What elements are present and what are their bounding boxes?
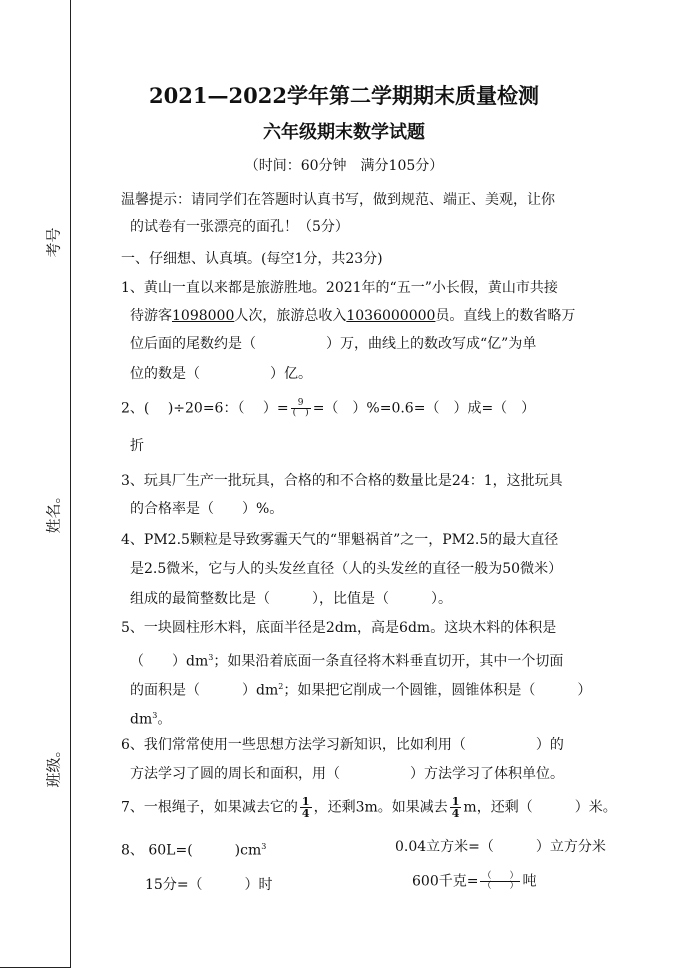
q1-line-1: 1、黄山一直以来都是旅游胜地。2021年的“五一”小长假，黄山市共接 — [121, 280, 558, 296]
q2-line-2: 折 — [130, 438, 144, 454]
q8-fraction — [480, 872, 520, 891]
binding-margin-line — [70, 0, 71, 968]
q1-text: 人次，旅游总收入 — [234, 308, 347, 324]
q8-text: 吨 — [522, 873, 537, 890]
exam-info: （时间：60分钟 满分105分） — [244, 158, 444, 174]
class-label: 班级。 — [44, 742, 63, 788]
q7-denominator: 4 — [451, 807, 460, 820]
q1-line-4: 位的数是（ ）亿。 — [130, 366, 312, 382]
q7-fraction-2 — [450, 796, 462, 819]
q1-line-3: 位后面的尾数约是（ ）万，曲线上的数改写成“亿”为单 — [130, 336, 537, 352]
q3-line-2: 的合格率是（ ）%。 — [130, 501, 284, 517]
section-1-heading: 一、仔细想、认真填。(每空1分，共23分) — [121, 251, 383, 267]
q2-numerator: 9 — [291, 399, 311, 409]
q2-line-1 — [121, 399, 535, 418]
q1-text: 员。直线上的数省略万 — [435, 308, 576, 324]
q5-line-3 — [130, 678, 591, 700]
tip-line-2: 的试卷有一张漂亮的面孔！（5分） — [130, 219, 349, 235]
q6-line-2: 方法学习了圆的周长和面积，用（ ）方法学习了体积单位。 — [130, 766, 564, 782]
exam-subtitle: 六年级期末数学试题 — [263, 122, 425, 143]
q7-text: 7、一根绳子，如果减去它的 — [121, 799, 298, 816]
q2-text: =（ ）%=0.6=（ ）成=（ ） — [312, 400, 536, 417]
q2-text: 2、( )÷20=6：（ ）= — [121, 400, 289, 417]
q5-text: （ ）dm — [130, 653, 209, 670]
q8-item-4 — [412, 872, 536, 891]
q5-line-2 — [130, 649, 563, 671]
q5-text: 。 — [157, 711, 172, 728]
binding-margin-bottom-line — [0, 967, 71, 968]
q5-exponent: 3 — [152, 711, 158, 720]
q5-line-4 — [130, 707, 171, 729]
q8-numerator: （ ） — [482, 871, 519, 881]
q1-visitors-number: 1098000 — [172, 308, 235, 324]
exam-number-label: 考号 — [44, 227, 63, 258]
q8-text: 600千克= — [412, 873, 479, 890]
q4-line-2: 是2.5微米，它与人的头发丝直径（人的头发丝的直径一般为50微米） — [130, 561, 563, 577]
q7-fraction-1 — [300, 796, 312, 819]
q4-line-3: 组成的最简整数比是（ ），比值是（ ）。 — [130, 591, 452, 607]
q2-fraction — [291, 399, 311, 418]
q8-exponent: 3 — [261, 842, 267, 851]
q4-line-1: 4、PM2.5颗粒是导致雾霾天气的“罪魁祸首”之一，PM2.5的最大直径 — [121, 532, 559, 548]
q7-denominator: 4 — [301, 807, 310, 820]
exam-title: 2021—2022学年第二学期期末质量检测 — [149, 83, 539, 108]
q5-text: dm — [130, 711, 153, 728]
q3-line-1: 3、玩具厂生产一批玩具，合格的和不合格的数量比是24：1，这批玩具 — [121, 473, 563, 489]
q1-line-2 — [130, 307, 575, 325]
q1-text: 待游客 — [130, 308, 172, 324]
q7-line-1 — [121, 796, 617, 819]
q5-text: ；如果把它削成一个圆锥，圆锥体积是（ ） — [283, 682, 592, 699]
q5-line-1: 5、一块圆柱形木料，底面半径是2dm，高是6dm。这块木料的体积是 — [121, 620, 557, 636]
tip-line-1: 温馨提示：请同学们在答题时认真书写，做到规范、端正、美观，让你 — [121, 192, 555, 208]
q6-line-1: 6、我们常常使用一些思想方法学习新知识，比如利用（ ）的 — [121, 737, 564, 753]
q7-numerator: 1 — [301, 795, 310, 808]
q2-denominator: ( ) — [292, 408, 309, 418]
q8-denominator: （ ） — [482, 881, 519, 891]
q7-text: ，还剩3m。如果减去 — [313, 799, 448, 816]
q7-text: m，还剩（ ）米。 — [463, 799, 617, 816]
q1-revenue-number: 1036000000 — [346, 308, 436, 324]
q5-exponent: 3 — [208, 653, 214, 662]
q8-item-1 — [121, 838, 266, 860]
q8-text: 8、 60L=( )cm — [121, 842, 262, 859]
q8-item-2: 0.04立方米=（ ）立方分米 — [395, 839, 606, 855]
student-name-label: 姓名。 — [44, 488, 63, 534]
q8-item-3: 15分=（ ）时 — [145, 877, 273, 893]
q5-text: ；如果沿着底面一条直径将木料垂直切开，其中一个切面 — [213, 653, 564, 670]
q5-text: 的面积是（ ）dm — [130, 682, 279, 699]
q7-numerator: 1 — [451, 795, 460, 808]
q5-exponent: 2 — [278, 682, 284, 691]
